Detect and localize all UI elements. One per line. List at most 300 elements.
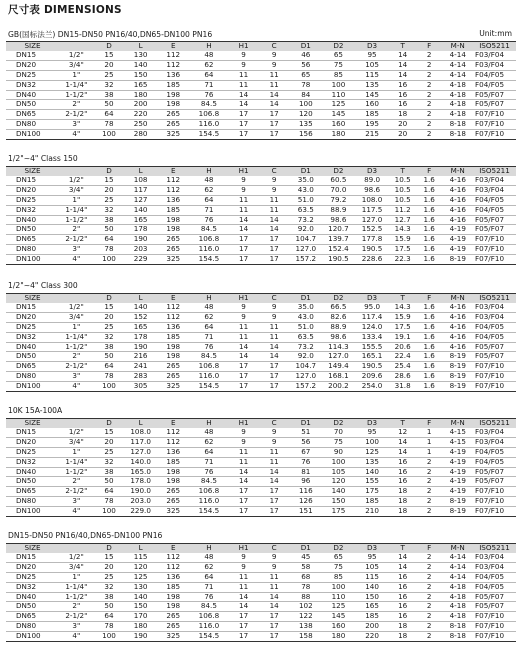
table-cell: 136 [157, 447, 190, 457]
table-cell: 2 [416, 612, 443, 622]
table-cell: 75 [322, 563, 355, 573]
table-cell: 8-18 [442, 621, 473, 631]
table-cell: 4-16 [442, 303, 473, 312]
table-cell: 16 [389, 457, 416, 467]
table-cell: 14 [389, 563, 416, 573]
table-cell: F07/F10 [473, 381, 516, 391]
table-cell: 154.5 [190, 506, 229, 516]
table-cell: 88.9 [322, 322, 355, 332]
table-row [6, 119, 516, 129]
table-cell: 17 [228, 129, 259, 139]
table-row [6, 352, 516, 362]
table-cell: 17 [259, 235, 290, 245]
table-cell: 73.2 [289, 342, 322, 352]
table-cell: 3" [59, 621, 94, 631]
table-cell: 9 [259, 303, 290, 312]
table-cell: 140 [355, 467, 390, 477]
table-cell: DN100 [6, 631, 59, 641]
table-standard-label: 1/2"~4" Class 150 [8, 154, 78, 163]
table-row [6, 362, 516, 372]
table-cell: F03/F04 [473, 303, 516, 312]
table-cell: 1" [59, 447, 94, 457]
table-cell: 185 [355, 612, 390, 622]
table-cell: 64 [94, 235, 125, 245]
table-cell: 17 [228, 612, 259, 622]
table-cell: DN50 [6, 602, 59, 612]
table-cell: DN80 [6, 244, 59, 254]
table-cell: 64 [190, 447, 229, 457]
table-cell: 325 [157, 254, 190, 264]
table-cell: 14 [228, 467, 259, 477]
table-cell: F03/F04 [473, 51, 516, 60]
table-cell: 95 [355, 553, 390, 562]
table-cell: 105 [355, 563, 390, 573]
table-cell: 14 [259, 225, 290, 235]
table-cell: 210 [355, 506, 390, 516]
table-cell: 1.6 [416, 381, 443, 391]
table-cell: 265 [157, 612, 190, 622]
table-cell: 88.9 [322, 205, 355, 215]
table-cell: 17 [228, 631, 259, 641]
table-cell: F03/F04 [473, 313, 516, 323]
table-cell: 4-16 [442, 322, 473, 332]
table-cell: DN100 [6, 129, 59, 139]
table-cell: 125 [355, 447, 390, 457]
table-row [6, 80, 516, 90]
table-cell: 185 [157, 205, 190, 215]
table-cell: 9 [259, 313, 290, 323]
table-cell: DN40 [6, 342, 59, 352]
table-row [6, 110, 516, 120]
table-cell: 198 [157, 215, 190, 225]
table-cell: 1-1/4" [59, 332, 94, 342]
table-cell: DN80 [6, 621, 59, 631]
table-cell: 140 [355, 582, 390, 592]
column-header: H [190, 167, 229, 177]
table-cell: DN32 [6, 457, 59, 467]
table-row [6, 70, 516, 80]
table-row [6, 553, 516, 562]
column-header: F [416, 167, 443, 177]
table-row [6, 477, 516, 487]
column-header: F [416, 42, 443, 52]
table-cell: 8-19 [442, 381, 473, 391]
column-header [59, 294, 94, 304]
table-cell: 4-16 [442, 332, 473, 342]
column-header: E [157, 544, 190, 554]
table-cell: 14 [389, 438, 416, 448]
table-cell: 100 [322, 457, 355, 467]
table-cell: 32 [94, 582, 125, 592]
table-cell: 65 [322, 553, 355, 562]
table-row [6, 51, 516, 60]
table-cell: DN50 [6, 352, 59, 362]
table-cell: 4-16 [442, 186, 473, 196]
table-cell: 2" [59, 352, 94, 362]
table-cell: 14 [228, 602, 259, 612]
table-cell: 185 [355, 110, 390, 120]
table-cell: 17 [228, 506, 259, 516]
table-cell: 2 [416, 51, 443, 60]
table-cell: DN50 [6, 225, 59, 235]
table-cell: 106.8 [190, 362, 229, 372]
table-cell: 95 [355, 428, 390, 437]
table-cell: 4-19 [442, 447, 473, 457]
table-cell: 265 [157, 487, 190, 497]
table-cell: 11 [259, 80, 290, 90]
table-cell: 2 [416, 119, 443, 129]
table-row [6, 195, 516, 205]
table-cell: 62 [190, 563, 229, 573]
table-cell: F07/F10 [473, 621, 516, 631]
table-cell: 4-16 [442, 215, 473, 225]
table-cell: 198 [157, 467, 190, 477]
table-cell: 100 [94, 381, 125, 391]
table-cell: 280 [124, 129, 157, 139]
table-cell: 85 [322, 572, 355, 582]
table-cell: 2 [416, 467, 443, 477]
table-standard-label: DN15-DN50 PN16/40,DN65-DN100 PN16 [8, 531, 163, 540]
table-cell: F04/F05 [473, 70, 516, 80]
table-cell: 20 [94, 186, 125, 196]
table-cell: 14 [389, 61, 416, 71]
table-cell: F05/F07 [473, 342, 516, 352]
table-cell: 4" [59, 506, 94, 516]
table-cell: 190 [124, 342, 157, 352]
table-cell: 11 [228, 572, 259, 582]
table-cell: 45 [289, 553, 322, 562]
table-cell: 31.8 [389, 381, 416, 391]
column-header: D2 [322, 294, 355, 304]
dimension-table [6, 166, 516, 265]
table-cell: 18 [389, 110, 416, 120]
table-cell: 84.5 [190, 477, 229, 487]
table-cell: 16 [389, 90, 416, 100]
table-cell: 1.6 [416, 303, 443, 312]
table-cell: 17 [259, 612, 290, 622]
column-header: C [259, 42, 290, 52]
table-cell: 16 [389, 602, 416, 612]
table-row [6, 457, 516, 467]
table-cell: DN50 [6, 100, 59, 110]
table-cell: 1.6 [416, 205, 443, 215]
table-cell: 135 [355, 457, 390, 467]
table-cell: 117.4 [355, 313, 390, 323]
table-cell: 65 [322, 51, 355, 60]
table-cell: DN100 [6, 506, 59, 516]
table-cell: 63.5 [289, 332, 322, 342]
table-cell: 48 [190, 51, 229, 60]
table-cell: 3" [59, 496, 94, 506]
table-cell: 14 [228, 225, 259, 235]
table-caption-row [6, 153, 516, 166]
table-cell: 1.6 [416, 313, 443, 323]
column-header: C [259, 419, 290, 429]
table-cell: 8-18 [442, 631, 473, 641]
table-cell: 22.3 [389, 254, 416, 264]
column-header: D1 [289, 294, 322, 304]
column-header: E [157, 294, 190, 304]
table-cell: 14 [259, 90, 290, 100]
table-cell: 8-19 [442, 496, 473, 506]
column-header: E [157, 419, 190, 429]
page-title: 尺寸表 DIMENSIONS [8, 4, 122, 16]
column-header: T [389, 544, 416, 554]
table-cell: 11 [228, 205, 259, 215]
column-header: D3 [355, 167, 390, 177]
table-cell: 35.0 [289, 303, 322, 312]
table-cell: 265 [157, 621, 190, 631]
table-cell: 190.5 [355, 244, 390, 254]
table-cell: DN65 [6, 362, 59, 372]
table-cell: 38 [94, 342, 125, 352]
table-cell: DN32 [6, 582, 59, 592]
table-row [6, 254, 516, 264]
table-cell: 157.2 [289, 254, 322, 264]
column-header: D [94, 294, 125, 304]
table-cell: 151 [289, 506, 322, 516]
table-cell: DN80 [6, 496, 59, 506]
table-cell: 89.0 [355, 176, 390, 185]
table-cell: 116.0 [190, 496, 229, 506]
table-cell: 70 [322, 428, 355, 437]
table-cell: 84.5 [190, 225, 229, 235]
table-cell: 125 [124, 572, 157, 582]
table-cell: DN15 [6, 303, 59, 312]
table-cell: DN20 [6, 563, 59, 573]
table-cell: 11.2 [389, 205, 416, 215]
table-cell: 198 [157, 225, 190, 235]
column-header: C [259, 294, 290, 304]
table-cell: 117 [124, 186, 157, 196]
table-cell: 154.5 [190, 254, 229, 264]
table-cell: 25 [94, 572, 125, 582]
table-cell: 17 [259, 110, 290, 120]
table-cell: 1-1/4" [59, 457, 94, 467]
table-caption-row [6, 28, 516, 41]
table-cell: 15.9 [389, 235, 416, 245]
table-cell: F04/F05 [473, 80, 516, 90]
column-header: D2 [322, 544, 355, 554]
table-cell: 1.6 [416, 244, 443, 254]
table-cell: 265 [157, 496, 190, 506]
table-cell: 20.6 [389, 342, 416, 352]
table-cell: 265 [157, 371, 190, 381]
table-cell: 1-1/4" [59, 205, 94, 215]
table-header-row [6, 42, 516, 52]
table-cell: 11 [259, 205, 290, 215]
table-cell: 149.4 [322, 362, 355, 372]
table-cell: 11 [228, 332, 259, 342]
table-cell: F04/F05 [473, 572, 516, 582]
table-cell: 4-14 [442, 553, 473, 562]
table-cell: 127.0 [355, 215, 390, 225]
table-cell: 4-16 [442, 176, 473, 185]
table-cell: 190.0 [124, 487, 157, 497]
table-cell: 9 [259, 553, 290, 562]
table-cell: 15 [94, 303, 125, 312]
column-header: D2 [322, 42, 355, 52]
table-cell: 14 [259, 352, 290, 362]
table-cell: F04/F05 [473, 322, 516, 332]
table-cell: 116.0 [190, 621, 229, 631]
dimension-table-block [6, 405, 516, 517]
table-cell: 8-19 [442, 371, 473, 381]
table-cell: 9 [259, 51, 290, 60]
table-cell: 140 [124, 303, 157, 312]
table-cell: 17 [259, 621, 290, 631]
table-cell: 180 [124, 90, 157, 100]
table-cell: 64 [190, 70, 229, 80]
table-cell: 4-18 [442, 90, 473, 100]
table-cell: 17 [259, 496, 290, 506]
table-cell: 71 [190, 205, 229, 215]
table-cell: 17 [259, 362, 290, 372]
table-cell: 200 [124, 100, 157, 110]
table-caption-row [6, 530, 516, 543]
table-cell: 117.0 [124, 438, 157, 448]
column-header: E [157, 167, 190, 177]
table-cell: 20 [389, 119, 416, 129]
table-cell: 14 [389, 447, 416, 457]
table-cell: 81 [289, 467, 322, 477]
table-cell: 112 [157, 313, 190, 323]
table-cell: 8-18 [442, 129, 473, 139]
column-header: SIZE [6, 419, 59, 429]
table-cell: 185 [157, 457, 190, 467]
table-cell: 88 [289, 592, 322, 602]
table-row [6, 225, 516, 235]
table-cell: 152 [124, 313, 157, 323]
column-header: ISO5211 [473, 294, 516, 304]
table-cell: DN15 [6, 51, 59, 60]
table-cell: DN40 [6, 90, 59, 100]
table-cell: 4-18 [442, 80, 473, 90]
table-cell: 95 [355, 51, 390, 60]
table-cell: 17 [228, 381, 259, 391]
table-cell: 32 [94, 205, 125, 215]
table-cell: 112 [157, 176, 190, 185]
table-cell: 1" [59, 195, 94, 205]
table-cell: 2 [416, 70, 443, 80]
table-cell: 48 [190, 176, 229, 185]
table-cell: 20 [94, 563, 125, 573]
dimension-table-block [6, 28, 516, 140]
column-header: D1 [289, 544, 322, 554]
table-cell: 11 [259, 447, 290, 457]
table-cell: F07/F10 [473, 254, 516, 264]
table-cell: 100 [322, 582, 355, 592]
table-cell: 58 [289, 563, 322, 573]
table-cell: 18 [389, 631, 416, 641]
table-cell: 157.2 [289, 381, 322, 391]
table-cell: 9 [228, 186, 259, 196]
table-standard-label: GB(国标法兰) DN15-DN50 PN16/40,DN65-DN100 PN16 [8, 30, 213, 39]
table-cell: 14 [389, 553, 416, 562]
table-cell: 140.0 [124, 457, 157, 467]
table-cell: 8-18 [442, 119, 473, 129]
table-cell: 136 [157, 572, 190, 582]
table-cell: 127.0 [124, 447, 157, 457]
table-cell: 106.8 [190, 110, 229, 120]
table-cell: 17 [228, 110, 259, 120]
table-cell: 4-16 [442, 313, 473, 323]
table-caption-row [6, 280, 516, 293]
table-cell: 38 [94, 215, 125, 225]
table-cell: 15 [94, 176, 125, 185]
column-header: H [190, 544, 229, 554]
table-cell: 17 [228, 496, 259, 506]
table-cell: DN20 [6, 438, 59, 448]
table-cell: 14 [259, 477, 290, 487]
table-cell: 126 [289, 496, 322, 506]
table-cell: DN80 [6, 371, 59, 381]
table-cell: 265 [157, 235, 190, 245]
column-header: D3 [355, 294, 390, 304]
table-cell: 17 [228, 119, 259, 129]
table-cell: F07/F10 [473, 110, 516, 120]
table-cell: 145 [322, 612, 355, 622]
table-cell: 2 [416, 129, 443, 139]
column-header: T [389, 294, 416, 304]
table-cell: DN32 [6, 80, 59, 90]
column-header [59, 544, 94, 554]
column-header: F [416, 294, 443, 304]
table-cell: 78 [289, 80, 322, 90]
table-row [6, 332, 516, 342]
table-cell: 9 [228, 303, 259, 312]
table-cell: 50 [94, 602, 125, 612]
column-header: C [259, 544, 290, 554]
table-cell: 116.0 [190, 371, 229, 381]
table-cell: 84.5 [190, 100, 229, 110]
table-row [6, 506, 516, 516]
table-cell: 220 [124, 110, 157, 120]
table-cell: 1.6 [416, 195, 443, 205]
table-cell: 120 [322, 477, 355, 487]
table-cell: 203.0 [124, 496, 157, 506]
dimension-table-block [6, 153, 516, 265]
table-cell: 165 [355, 602, 390, 612]
column-header: SIZE [6, 167, 59, 177]
table-cell: 1" [59, 322, 94, 332]
table-cell: 1/2" [59, 51, 94, 60]
table-cell: 10.5 [389, 195, 416, 205]
table-cell: 4-19 [442, 225, 473, 235]
table-cell: 17 [259, 381, 290, 391]
table-row [6, 342, 516, 352]
table-cell: 17 [228, 254, 259, 264]
table-cell: 2 [416, 457, 443, 467]
table-cell: 38 [94, 467, 125, 477]
table-cell: 60.5 [322, 176, 355, 185]
table-cell: F03/F04 [473, 176, 516, 185]
table-row [6, 381, 516, 391]
table-cell: 325 [157, 631, 190, 641]
table-cell: 4-18 [442, 582, 473, 592]
table-cell: 76 [289, 457, 322, 467]
table-cell: 17 [259, 244, 290, 254]
table-cell: 220 [355, 631, 390, 641]
table-cell: 138 [289, 621, 322, 631]
table-cell: 98.6 [322, 215, 355, 225]
table-cell: 100 [289, 100, 322, 110]
table-cell: 145 [355, 90, 390, 100]
column-header: H1 [228, 167, 259, 177]
table-cell: 48 [190, 553, 229, 562]
table-cell: F07/F10 [473, 244, 516, 254]
column-header: ISO5211 [473, 419, 516, 429]
